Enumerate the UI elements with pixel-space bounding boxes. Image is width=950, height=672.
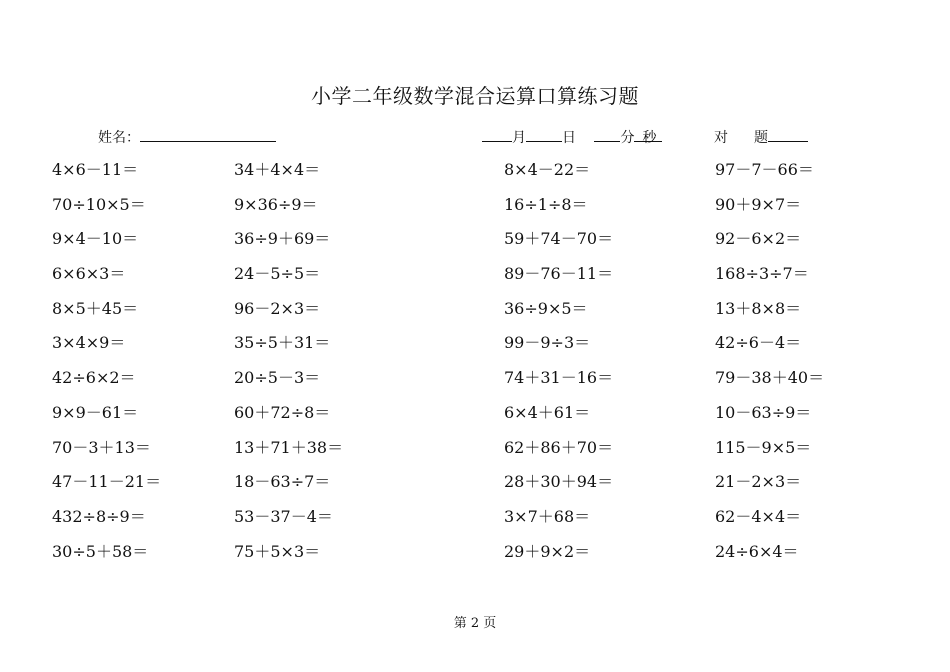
problem: 3×4×9＝: [52, 333, 126, 353]
problem-grid: [52, 160, 912, 576]
date-time-line: [482, 126, 676, 147]
problem: 62＋86＋70＝: [504, 437, 614, 457]
problem-row: [52, 403, 912, 438]
problem: 59＋74－70＝: [504, 229, 614, 249]
problem: 97－7－66＝: [715, 160, 814, 179]
worksheet-title: 小学二年级数学混合运算口算练习题: [311, 84, 639, 108]
problem-row: [52, 542, 912, 577]
problem: 6×6×3＝: [52, 264, 126, 284]
problem: 34＋4×4＝: [234, 160, 321, 179]
problem: 74＋31－16＝: [504, 368, 614, 388]
problem: 24÷6×4＝: [715, 541, 799, 561]
problem: 35÷5＋31＝: [234, 333, 331, 353]
problem: 8×4－22＝: [504, 160, 591, 179]
problem: 24－5÷5＝: [234, 264, 321, 284]
problem: 21－2×3＝: [715, 472, 802, 492]
problem-row: [52, 507, 912, 542]
problem-row: [52, 333, 912, 368]
questions-label: 题: [754, 130, 768, 146]
problem: 70－3＋13＝: [52, 437, 151, 457]
problem: 70÷10×5＝: [52, 194, 146, 214]
problem: 36÷9＋69＝: [234, 229, 331, 249]
problem: 99－9÷3＝: [504, 333, 591, 353]
name-label: 姓名：: [98, 130, 140, 146]
problem: 90＋9×7＝: [715, 194, 802, 214]
name-blank[interactable]: [140, 126, 276, 142]
problem: 13＋71＋38＝: [234, 437, 344, 457]
problem-row: [52, 160, 912, 195]
second-label: 秒: [642, 130, 657, 146]
minute-blank[interactable]: [594, 126, 620, 142]
problem: 42÷6－4＝: [715, 333, 802, 353]
score-blank[interactable]: [768, 126, 808, 142]
problem-row: [52, 438, 912, 473]
day-blank[interactable]: [526, 126, 562, 142]
page-number: 第 2 页: [453, 616, 497, 631]
name-line: [98, 126, 276, 147]
problem: 53－37－4＝: [234, 506, 333, 526]
problem: 62－4×4＝: [715, 506, 802, 526]
problem-row: [52, 229, 912, 264]
problem: 96－2×3＝: [234, 298, 321, 318]
problem: 16÷1÷8＝: [504, 194, 588, 214]
problem-row: [52, 368, 912, 403]
problem: 8×5＋45＝: [52, 298, 139, 318]
problem-row: [52, 299, 912, 334]
problem: 4×6－11＝: [52, 160, 139, 179]
problem: 9×9－61＝: [52, 402, 139, 422]
problem: 92－6×2＝: [715, 229, 802, 249]
minute-label: 分: [620, 130, 635, 146]
problem: 18－63÷7＝: [234, 472, 331, 492]
problem: 29＋9×2＝: [504, 541, 591, 561]
problem: 168÷3÷7＝: [715, 264, 809, 284]
score-line: [714, 126, 808, 147]
month-blank[interactable]: [482, 126, 512, 142]
problem: 47－11－21＝: [52, 472, 162, 492]
problem: 30÷5＋58＝: [52, 541, 149, 561]
problem-row: [52, 264, 912, 299]
problem: 9×4－10＝: [52, 229, 139, 249]
problem: 115－9×5＝: [715, 437, 812, 457]
problem: 89－76－11＝: [504, 264, 614, 284]
problem: 3×7＋68＝: [504, 506, 591, 526]
problem: 10－63÷9＝: [715, 402, 812, 422]
problem: 79－38＋40＝: [715, 368, 825, 388]
problem: 36÷9×5＝: [504, 298, 588, 318]
problem: 6×4＋61＝: [504, 402, 591, 422]
problem: 75＋5×3＝: [234, 541, 321, 561]
problem: 432÷8÷9＝: [52, 506, 146, 526]
correct-label: 对: [714, 130, 728, 146]
problem: 28＋30＋94＝: [504, 472, 614, 492]
problem-row: [52, 472, 912, 507]
problem: 42÷6×2＝: [52, 368, 136, 388]
problem: 60＋72÷8＝: [234, 402, 331, 422]
problem: 13＋8×8＝: [715, 298, 802, 318]
day-label: 日: [562, 130, 576, 146]
problem: 9×36÷9＝: [234, 194, 318, 214]
month-label: 月: [512, 130, 526, 146]
problem-row: [52, 195, 912, 230]
problem: 20÷5－3＝: [234, 368, 321, 388]
